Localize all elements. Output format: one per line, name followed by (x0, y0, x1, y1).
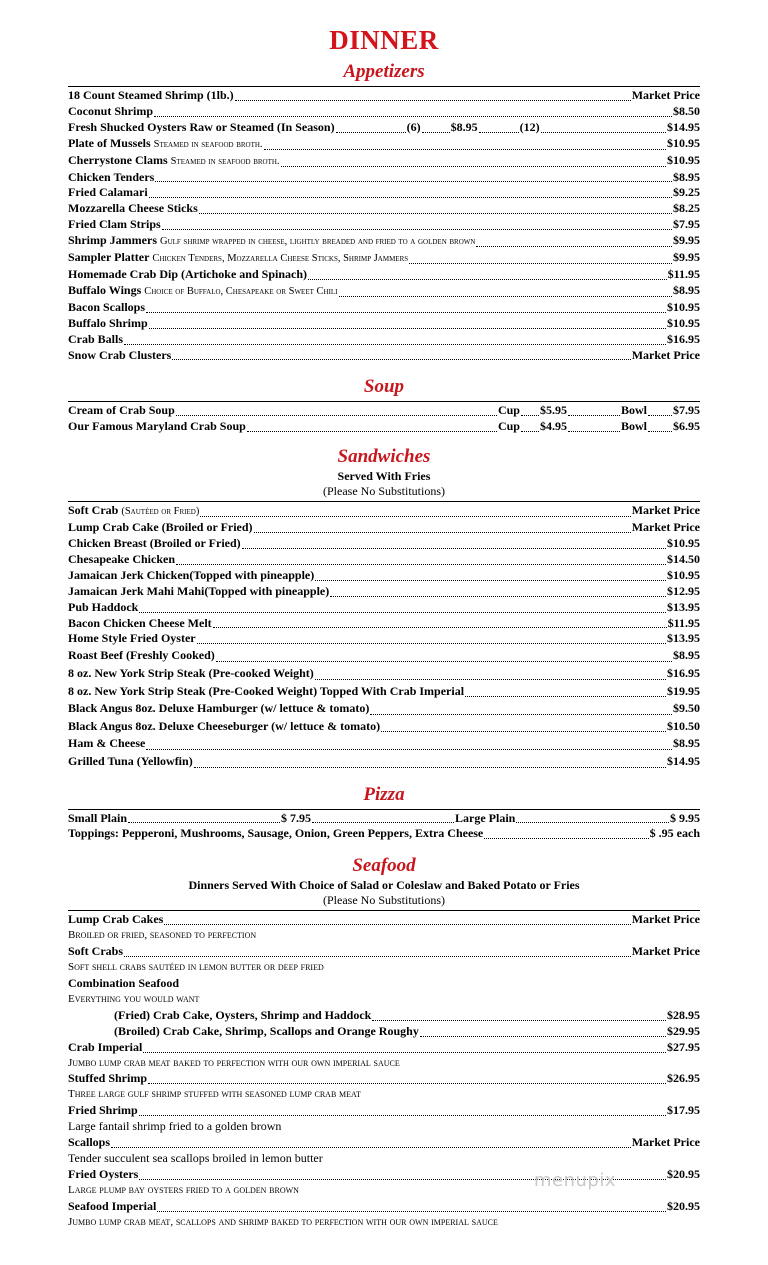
leader-dots (124, 343, 666, 345)
sandwiches-note: (Please No Substitutions) (323, 484, 445, 499)
item-name: Lump Crab Cakes (68, 912, 164, 927)
cup-price: $5.95 (539, 403, 567, 418)
item-price: $17.95 (667, 1103, 700, 1118)
item-name: Pub Haddock (68, 599, 139, 614)
item-name: Cream of Crab Soup (68, 403, 175, 418)
item-description: Chicken Tenders, Mozzarella Cheese Sticks, Shrimp Jammers (152, 253, 409, 265)
item-price: $9.95 (673, 233, 700, 248)
soup-row (68, 419, 700, 435)
oysters-qty-6: (6) (406, 119, 421, 134)
menu-item-row (68, 233, 700, 250)
item-price: $11.95 (667, 615, 700, 630)
pizza-plain-row (68, 811, 700, 827)
leader-dots (242, 547, 666, 549)
item-name: Lump Crab Cake (Broiled or Fried) (68, 520, 253, 535)
combo-row (68, 1024, 700, 1040)
item-name: Fried Oysters (68, 1166, 139, 1181)
menu-item-row (68, 631, 700, 647)
menu-item-row (68, 332, 700, 348)
leader-dots (139, 1114, 666, 1116)
leader-dots (281, 165, 666, 167)
menu-item-row (68, 683, 700, 701)
menu-item-row (68, 912, 700, 928)
item-name: Sampler Platter (68, 250, 150, 265)
item-name: Seafood Imperial (68, 1198, 157, 1213)
menu-item-row (68, 976, 700, 992)
leader-dots (143, 1051, 666, 1053)
oysters-qty-12: (12) (519, 119, 540, 134)
item-name: Home Style Fried Oyster (68, 631, 196, 646)
item-description: Three large gulf shrimp stuffed with seasoned lump crab meat (68, 1088, 361, 1101)
item-name: Buffalo Wings (68, 282, 142, 297)
leader-dots (648, 414, 672, 416)
leader-dots (336, 131, 406, 133)
leader-dots (372, 1019, 666, 1021)
menu-item-row (68, 735, 700, 753)
leader-dots (146, 311, 666, 313)
item-price: $8.25 (673, 201, 700, 216)
item-name: Combination Seafood (68, 975, 180, 990)
menu-item-row (68, 170, 700, 186)
item-name: Snow Crab Clusters (68, 347, 172, 362)
menu-item-row (68, 153, 700, 170)
menu-item-row (68, 217, 700, 233)
leader-dots (308, 278, 667, 280)
item-name: Shrimp Jammers (68, 233, 157, 248)
item-name: Jamaican Jerk Mahi Mahi(Topped with pineapple) (68, 583, 330, 598)
item-price: $11.95 (667, 266, 700, 281)
menu-item-row (68, 88, 700, 104)
item-name: Black Angus 8oz. Deluxe Cheeseburger (w/ lettuce & tomato) (68, 718, 381, 733)
section-rule (68, 501, 700, 502)
item-name: Bacon Chicken Cheese Melt (68, 615, 212, 630)
item-price: $9.25 (673, 185, 700, 200)
item-name: Our Famous Maryland Crab Soup (68, 419, 246, 434)
item-price: $20.95 (667, 1198, 700, 1213)
leader-dots (154, 115, 672, 117)
menu-item-row (68, 267, 700, 283)
leader-dots (648, 430, 672, 432)
menu-item-row (68, 300, 700, 316)
leader-dots (139, 611, 666, 613)
leader-dots (521, 430, 539, 432)
bowl-price: $6.95 (673, 419, 700, 434)
item-price: $10.95 (667, 152, 700, 167)
leader-dots (199, 212, 672, 214)
item-name: Crab Balls (68, 331, 124, 346)
oysters-price-6: $8.95 (450, 119, 478, 134)
item-name: Jamaican Jerk Chicken(Topped with pineapple) (68, 567, 315, 582)
sandwiches-heading: Sandwiches (337, 446, 431, 468)
menu-title: DINNER (329, 25, 439, 55)
leader-dots (157, 1210, 666, 1212)
item-price: $10.95 (667, 315, 700, 330)
item-name: Ham & Cheese (68, 736, 146, 751)
item-price: $16.95 (667, 331, 700, 346)
leader-dots (164, 923, 630, 925)
item-name: (Fried) Crab Cake, Oysters, Shrimp and Haddock (114, 1007, 372, 1022)
item-price: $10.95 (667, 567, 700, 582)
leader-dots (128, 821, 280, 823)
item-name: Cherrystone Clams (68, 152, 168, 167)
menu-item-row (68, 283, 700, 300)
item-name: Crab Imperial (68, 1039, 143, 1054)
item-price: $12.95 (667, 583, 700, 598)
menu-item-row (68, 185, 700, 201)
item-description: Jumbo lump crab meat baked to perfection with our own imperial sauce (68, 1056, 400, 1069)
item-price: $8.50 (673, 103, 700, 118)
leader-dots (264, 148, 666, 150)
dinner-menu (68, 22, 700, 1230)
item-description: (Sautéed or Fried) (121, 506, 200, 518)
menu-item-row (68, 1199, 700, 1215)
leader-dots (200, 515, 630, 517)
item-price: $10.95 (667, 135, 700, 150)
leader-dots (111, 1146, 631, 1148)
item-price: $10.50 (667, 718, 700, 733)
leader-dots (516, 821, 669, 823)
section-rule (68, 809, 700, 810)
soup-row (68, 403, 700, 419)
item-name: Roast Beef (Freshly Cooked) (68, 648, 215, 663)
item-description: Jumbo lump crab meat, scallops and shrimp baked to perfection with our own imperial sauce (68, 1215, 498, 1228)
item-name: Fried Shrimp (68, 1103, 138, 1118)
item-name: Fresh Shucked Oysters Raw or Steamed (In Season) (68, 119, 335, 134)
item-name: Fried Clam Strips (68, 217, 161, 232)
item-price: Market Price (631, 347, 700, 362)
item-name: Plate of Mussels (68, 135, 151, 150)
soup-heading: Soup (363, 376, 405, 398)
item-name: Scallops (68, 1135, 111, 1150)
item-description: Everything you would want (68, 992, 200, 1005)
menu-item-row (68, 944, 700, 960)
appetizers-section (68, 60, 700, 363)
item-name: Chicken Breast (Broiled or Fried) (68, 536, 241, 551)
item-price: $7.95 (673, 217, 700, 232)
item-price: $10.95 (667, 536, 700, 551)
pizza-section (68, 783, 700, 843)
menu-item-row (68, 665, 700, 683)
leader-dots (370, 713, 672, 715)
cup-label: Cup (497, 403, 520, 418)
menu-item-row (68, 647, 700, 665)
leader-dots (420, 1035, 666, 1037)
menu-item-row (68, 503, 700, 520)
leader-dots (541, 131, 666, 133)
item-description: Steamed in seafood broth. (153, 138, 263, 150)
item-description: Large plump bay oysters fried to a golden brown (68, 1183, 299, 1196)
item-name: Stuffed Shrimp (68, 1071, 148, 1086)
item-description: Broiled or fried, seasoned to perfection (68, 929, 257, 942)
sandwiches-section (68, 445, 700, 770)
menu-item-row (68, 616, 700, 632)
item-price: Market Price (631, 88, 700, 102)
item-price: $16.95 (667, 665, 700, 680)
section-rule (68, 86, 700, 87)
item-name: (Broiled) Crab Cake, Shrimp, Scallops and Orange Roughy (114, 1023, 419, 1038)
menu-item-row (68, 753, 700, 771)
sandwiches-subtitle: Served With Fries (337, 469, 431, 484)
leader-dots (484, 837, 648, 839)
pizza-toppings-row (68, 826, 700, 842)
leader-dots (235, 99, 631, 101)
item-price: $19.95 (667, 683, 700, 698)
leader-dots (172, 358, 630, 360)
leader-dots (381, 730, 666, 732)
menu-item-row (68, 316, 700, 332)
leader-dots (521, 414, 539, 416)
leader-dots (465, 695, 666, 697)
menu-item-row (68, 600, 700, 616)
leader-dots (149, 327, 666, 329)
item-price: $20.95 (667, 1166, 700, 1181)
leader-dots (216, 660, 672, 662)
item-description: Large fantail shrimp fried to a golden brown (68, 1119, 282, 1134)
menu-item-row (68, 536, 700, 552)
item-price: Market Price (631, 944, 700, 959)
item-name: Buffalo Shrimp (68, 315, 148, 330)
menu-item-row (68, 1103, 700, 1119)
leader-dots (162, 228, 672, 230)
leader-dots (149, 196, 672, 198)
item-price: Market Price (631, 912, 700, 927)
oysters-row (68, 120, 700, 136)
item-price: $29.95 (667, 1023, 700, 1038)
pizza-toppings-price: $ .95 each (649, 826, 700, 841)
item-price: $13.95 (667, 599, 700, 614)
menu-item-row (68, 520, 700, 536)
leader-dots (124, 955, 631, 957)
leader-dots (479, 131, 519, 133)
item-price: $28.95 (667, 1007, 700, 1022)
item-price: $26.95 (667, 1071, 700, 1086)
leader-dots (176, 414, 497, 416)
section-rule (68, 401, 700, 402)
pizza-heading: Pizza (363, 783, 405, 805)
item-price: $8.95 (673, 282, 700, 297)
item-price: $14.50 (667, 551, 700, 566)
bowl-label: Bowl (620, 419, 647, 434)
section-rule (68, 910, 700, 911)
menu-item-row (68, 1040, 700, 1056)
leader-dots (315, 678, 666, 680)
item-price: $14.95 (667, 753, 700, 768)
leader-dots (197, 642, 666, 644)
leader-dots (155, 180, 672, 182)
pizza-small-label: Small Plain (68, 810, 128, 825)
menu-item-row (68, 568, 700, 584)
leader-dots (247, 430, 497, 432)
seafood-heading: Seafood (352, 855, 416, 877)
leader-dots (330, 595, 666, 597)
item-price: $9.50 (673, 701, 700, 716)
item-name: Black Angus 8oz. Deluxe Hamburger (w/ lettuce & tomato) (68, 701, 370, 716)
leader-dots (422, 131, 450, 133)
menu-item-row (68, 1071, 700, 1087)
menu-item-row (68, 348, 700, 364)
pizza-toppings-label: Toppings: Pepperoni, Mushrooms, Sausage, Onion, Green Peppers, Extra Cheese (68, 826, 484, 841)
menu-item-row (68, 584, 700, 600)
bowl-label: Bowl (620, 403, 647, 418)
soup-list (68, 403, 700, 435)
pizza-small-price: $ 7.95 (281, 810, 312, 825)
item-name: Bacon Scallops (68, 299, 146, 314)
leader-dots (568, 414, 620, 416)
item-name: 8 oz. New York Strip Steak (Pre-Cooked Weight) Topped With Crab Imperial (68, 683, 465, 698)
menu-item-row (68, 201, 700, 217)
item-price: Market Price (631, 503, 700, 518)
leader-dots (176, 563, 666, 565)
cup-price: $4.95 (539, 419, 567, 434)
seafood-subtitle: Dinners Served With Choice of Salad or Coleslaw and Baked Potato or Fries (188, 878, 580, 893)
menu-item-row (68, 718, 700, 736)
item-price: $8.95 (673, 169, 700, 184)
leader-dots (146, 748, 672, 750)
item-price: $8.95 (673, 736, 700, 751)
item-description: Soft shell crabs sautéed in lemon butter or deep fried (68, 961, 324, 974)
menu-item-row (68, 136, 700, 153)
item-name: Coconut Shrimp (68, 103, 154, 118)
leader-dots (568, 430, 620, 432)
item-name: 8 oz. New York Strip Steak (Pre-cooked Weight) (68, 665, 314, 680)
oysters-price-12: $14.95 (667, 119, 700, 134)
appetizers-list (68, 88, 700, 363)
menu-item-row (68, 1135, 700, 1151)
item-price: $27.95 (667, 1039, 700, 1054)
cup-label: Cup (497, 419, 520, 434)
item-price: $9.95 (673, 250, 700, 265)
item-name: Soft Crab (68, 503, 119, 518)
item-description: Steamed in seafood broth. (170, 155, 280, 167)
leader-dots (194, 766, 666, 768)
item-price: $10.95 (667, 299, 700, 314)
leader-dots (254, 531, 631, 533)
appetizers-heading: Appetizers (343, 61, 425, 82)
item-name: Soft Crabs (68, 944, 124, 959)
item-description: Gulf shrimp wrapped in cheese, lightly breaded and fried to a golden brown (160, 236, 476, 248)
leader-dots (312, 821, 454, 823)
menu-item-row (68, 552, 700, 568)
pizza-large-label: Large Plain (455, 810, 516, 825)
pizza-large-price: $ 9.95 (670, 810, 700, 825)
leader-dots (148, 1082, 666, 1084)
item-description: Tender succulent sea scallops broiled in lemon butter (68, 1150, 323, 1165)
menu-item-row (68, 700, 700, 718)
menu-item-row (68, 250, 700, 267)
leader-dots (213, 626, 667, 628)
item-name: Homemade Crab Dip (Artichoke and Spinach) (68, 266, 308, 281)
item-name: 18 Count Steamed Shrimp (1lb.) (68, 88, 234, 102)
item-price: Market Price (631, 520, 700, 535)
leader-dots (315, 579, 666, 581)
watermark-logo: menupix (534, 1170, 617, 1191)
bowl-price: $7.95 (673, 403, 700, 418)
leader-dots (409, 262, 672, 264)
item-price: $13.95 (667, 631, 700, 646)
seafood-note: (Please No Substitutions) (323, 893, 445, 908)
leader-dots (476, 245, 672, 247)
item-price: $8.95 (673, 648, 700, 663)
item-name: Mozzarella Cheese Sticks (68, 201, 198, 216)
leader-dots (339, 295, 672, 297)
item-name: Chesapeake Chicken (68, 551, 176, 566)
item-price: Market Price (631, 1135, 700, 1150)
sandwiches-list (68, 503, 700, 770)
item-name: Chicken Tenders (68, 169, 155, 184)
combo-row (68, 1008, 700, 1024)
item-name: Grilled Tuna (Yellowfin) (68, 753, 193, 768)
item-name: Fried Calamari (68, 185, 148, 200)
menu-item-row (68, 104, 700, 120)
soup-section (68, 375, 700, 435)
item-description: Choice of Buffalo, Chesapeake or Sweet Chili (144, 285, 338, 297)
